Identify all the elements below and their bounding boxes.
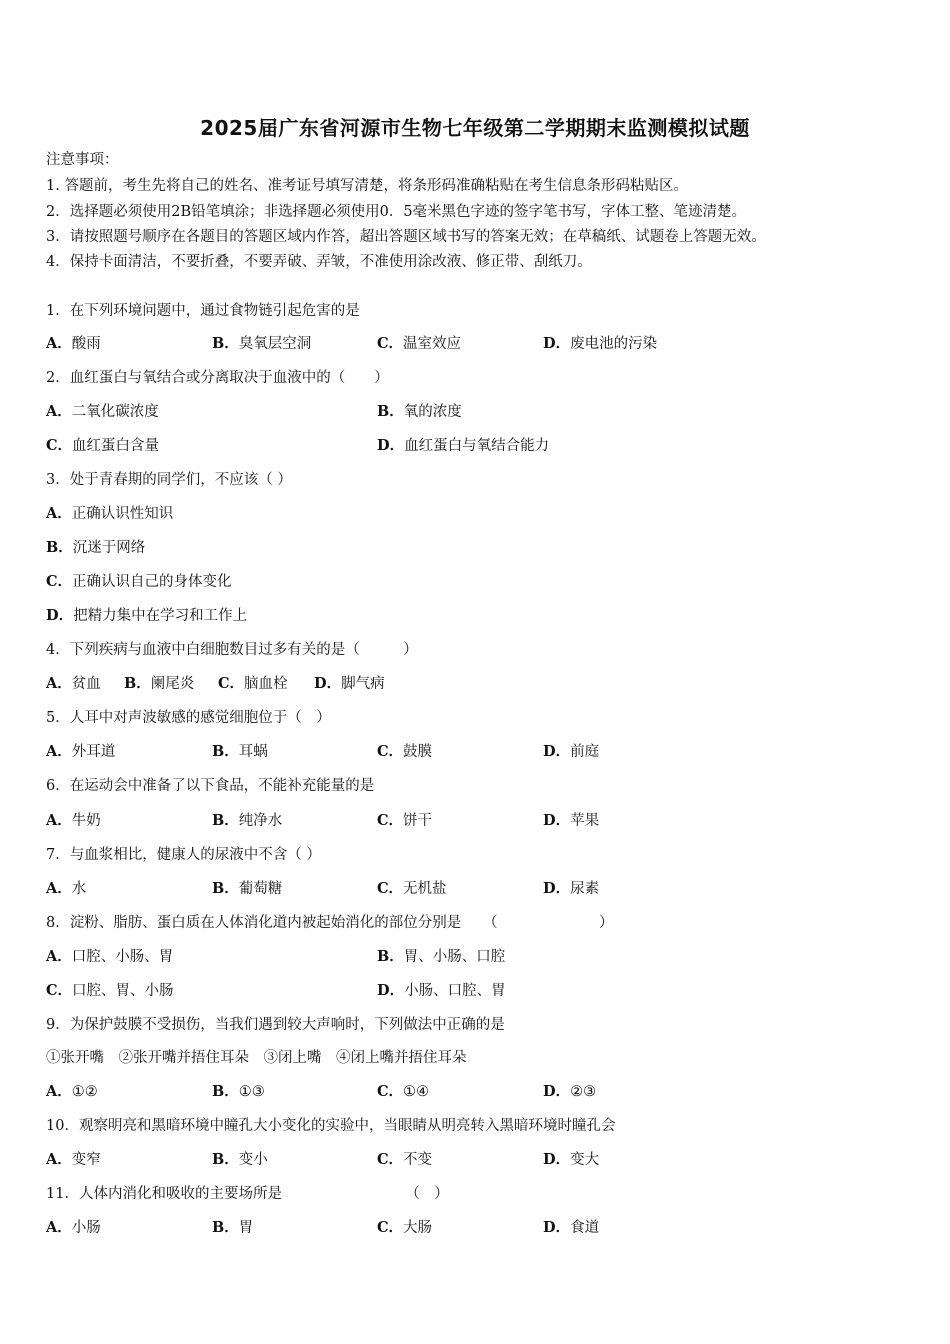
option-a: A．口腔、小肠、胃 <box>46 948 174 965</box>
option-c: C．鼓膜 <box>377 743 433 760</box>
option-a: A．小肠 <box>46 1219 101 1236</box>
option-a: A．正确认识性知识 <box>46 505 174 522</box>
option-c: C．大肠 <box>377 1219 433 1236</box>
option-d: D．废电池的污染 <box>543 335 658 352</box>
question-sub-items: ①张开嘴 ②张开嘴并捂住耳朵 ③闭上嘴 ④闭上嘴并捂住耳朵 <box>46 1050 467 1066</box>
question-stem: 2．血红蛋白与氧结合或分离取决于血液中的（ ） <box>46 370 389 386</box>
option-c: C．脑血栓 <box>218 675 288 692</box>
option-a: A．外耳道 <box>46 743 116 760</box>
option-d: D．变大 <box>543 1151 600 1168</box>
question-stem: 6．在运动会中准备了以下食品，不能补充能量的是 <box>46 778 375 794</box>
option-a: A．二氧化碳浓度 <box>46 403 159 420</box>
option-d: D．食道 <box>543 1219 600 1236</box>
option-b: B．阑尾炎 <box>124 675 195 692</box>
page-title: 2025届广东省河源市生物七年级第二学期期末监测模拟试题 <box>200 116 750 140</box>
option-d: D．血红蛋白与氧结合能力 <box>377 437 550 454</box>
option-b: B．沉迷于网络 <box>46 539 146 556</box>
question-stem: 7．与血浆相比，健康人的尿液中不含（ ） <box>46 847 321 863</box>
option-d: D．小肠、口腔、胃 <box>377 982 506 999</box>
option-c: C．温室效应 <box>377 335 462 352</box>
option-a: A．水 <box>46 880 87 897</box>
question-stem: 4．下列疾病与血液中白细胞数目过多有关的是（ ） <box>46 642 418 658</box>
option-b: B．变小 <box>212 1151 268 1168</box>
option-a: A．变窄 <box>46 1151 101 1168</box>
option-b: B．胃 <box>212 1219 254 1236</box>
option-a: A．①② <box>46 1083 98 1100</box>
question-stem: 5．人耳中对声波敏感的感觉细胞位于（ ） <box>46 710 331 726</box>
option-d: D．把精力集中在学习和工作上 <box>46 607 248 624</box>
option-b: B．胃、小肠、口腔 <box>377 948 506 965</box>
notice-heading: 注意事项： <box>46 152 119 168</box>
option-b: B．氧的浓度 <box>377 403 462 420</box>
question-stem: 9．为保护鼓膜不受损伤，当我们遇到较大声响时，下列做法中正确的是 <box>46 1017 505 1033</box>
notice-item: 4．保持卡面清洁，不要折叠，不要弄破、弄皱，不准使用涂改液、修正带、刮纸刀。 <box>46 254 592 270</box>
option-c: C．不变 <box>377 1151 433 1168</box>
option-b: B．耳蜗 <box>212 743 268 760</box>
option-d: D．前庭 <box>543 743 600 760</box>
question-stem: 1．在下列环境问题中，通过食物链引起危害的是 <box>46 303 360 319</box>
option-d: D．苹果 <box>543 812 600 829</box>
notice-item: 3．请按照题号顺序在各题目的答题区域内作答，超出答题区域书写的答案无效；在草稿纸、试题卷上答题无效。 <box>46 229 766 245</box>
option-b: B．①③ <box>212 1083 265 1100</box>
option-b: B．葡萄糖 <box>212 880 283 897</box>
option-c: C．正确认识自己的身体变化 <box>46 573 232 590</box>
option-d: D．②③ <box>543 1083 597 1100</box>
question-stem: 10．观察明亮和黑暗环境中瞳孔大小变化的实验中，当眼睛从明亮转入黑暗环境时瞳孔会 <box>46 1118 616 1134</box>
question-stem: 8．淀粉、脂肪、蛋白质在人体消化道内被起始消化的部位分别是 （ ） <box>46 915 614 931</box>
option-b: B．纯净水 <box>212 812 283 829</box>
option-c: C．口腔、胃、小肠 <box>46 982 174 999</box>
notice-item: 1. 答题前，考生先将自己的姓名、准考证号填写清楚，将条形码准确粘贴在考生信息条形码粘贴区。 <box>46 178 688 194</box>
option-a: A．酸雨 <box>46 335 101 352</box>
option-c: C．饼干 <box>377 812 433 829</box>
notice-item: 2．选择题必须使用2B铅笔填涂；非选择题必须使用0．5毫米黑色字迹的签字笔书写，字体工整、笔迹清楚。 <box>46 204 747 220</box>
option-b: B．臭氧层空洞 <box>212 335 312 352</box>
option-a: A．牛奶 <box>46 812 101 829</box>
question-stem: 3．处于青春期的同学们，不应该（ ） <box>46 472 292 488</box>
option-d: D．脚气病 <box>314 675 385 692</box>
option-c: C．①④ <box>377 1083 430 1100</box>
option-c: C．血红蛋白含量 <box>46 437 160 454</box>
question-stem: 11．人体内消化和吸收的主要场所是 （ ） <box>46 1186 449 1202</box>
option-d: D．尿素 <box>543 880 600 897</box>
option-a: A．贫血 <box>46 675 101 692</box>
option-c: C．无机盐 <box>377 880 447 897</box>
